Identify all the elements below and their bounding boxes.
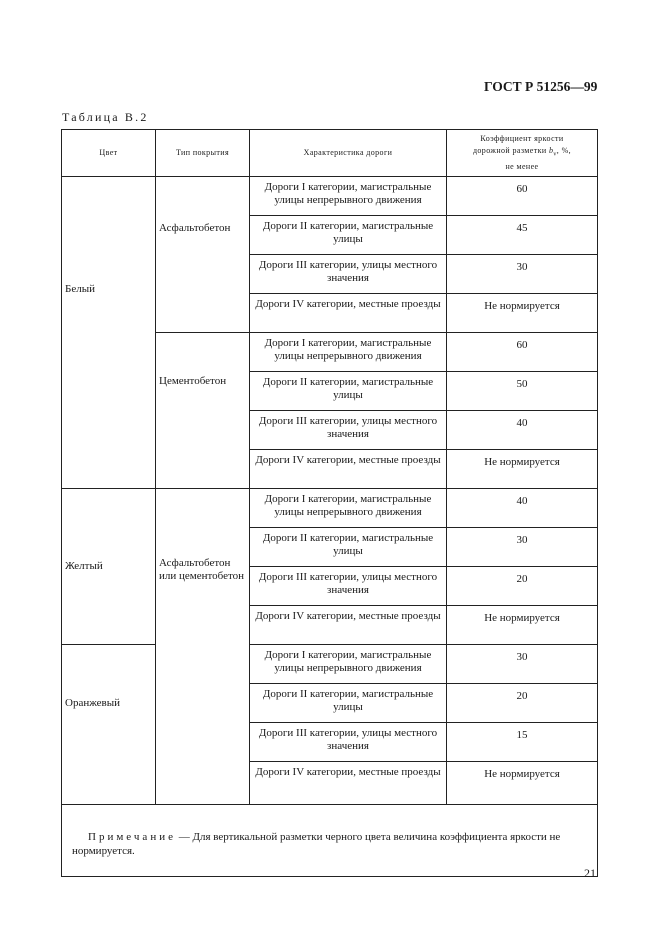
road-characteristic: Дороги II категории, магистральные улицы [250,528,447,567]
road-characteristic: Дороги III категории, улицы местного значения [250,723,447,762]
road-characteristic: Дороги II категории, магистральные улицы [250,372,447,411]
coefficient-value: 60 [447,333,598,372]
color-white: Белый [62,177,156,489]
coefficient-value: 30 [447,528,598,567]
table-caption: Таблица В.2 [62,110,149,124]
coefficient-value: 20 [447,684,598,723]
coef-subscript: v [553,151,557,158]
coefficient-value: 15 [447,723,598,762]
road-characteristic: Дороги IV категории, местные проезды [250,606,447,645]
table-row [62,645,598,684]
coefficient-value: 30 [447,645,598,684]
coefficient-value: 50 [447,372,598,411]
table-note-row [62,805,598,877]
coating-asphalt-or-cement: Асфальтобетон или цементобетон [156,489,250,805]
color-yellow: Желтый [62,489,156,645]
road-characteristic: Дороги III категории, улицы местного значения [250,411,447,450]
road-characteristic: Дороги IV категории, местные проезды [250,294,447,333]
coefficient-value: 40 [447,411,598,450]
road-characteristic: Дороги II категории, магистральные улицы [250,684,447,723]
road-characteristic: Дороги I категории, магистральные улицы непрерывного движения [250,645,447,684]
road-characteristic: Дороги I категории, магистральные улицы непрерывного движения [250,177,447,216]
road-characteristic: Дороги III категории, улицы местного значения [250,255,447,294]
color-orange: Оранжевый [62,645,156,805]
coef-line-3: не менее [505,161,539,171]
coefficient-value: Не нормируется [447,762,598,805]
note-text: — Для вертикальной разметки черного цвета величина коэффициента яркости не нормируется. [72,831,561,857]
coefficient-value: 30 [447,255,598,294]
header-brightness-coefficient [447,130,598,177]
coef-line-2-pre: дорожной разметки [472,146,549,156]
table-row [62,489,598,528]
road-characteristic: Дороги III категории, улицы местного значения [250,567,447,606]
note-label: Примечание [88,831,176,843]
coefficient-value: 60 [447,177,598,216]
document-code: ГОСТ Р 51256—99 [484,79,598,94]
table-note [62,805,598,877]
coef-line-2-post: , %, [556,146,572,156]
road-characteristic: Дороги IV категории, местные проезды [250,762,447,805]
coefficient-value: 45 [447,216,598,255]
coefficient-value: Не нормируется [447,294,598,333]
brightness-coefficient-table [61,129,598,877]
header-color: Цвет [62,130,156,177]
page-number: 21 [584,866,596,880]
coating-cement: Цементобетон [156,333,250,489]
table-row [62,177,598,216]
header-road-characteristic: Характеристика дороги [250,130,447,177]
road-characteristic: Дороги II категории, магистральные улицы [250,216,447,255]
coefficient-value: 20 [447,567,598,606]
coef-symbol: b [548,146,554,156]
coef-line-1: Коэффициент яркости [480,134,564,144]
road-characteristic: Дороги I категории, магистральные улицы непрерывного движения [250,489,447,528]
road-characteristic: Дороги I категории, магистральные улицы непрерывного движения [250,333,447,372]
road-characteristic: Дороги IV категории, местные проезды [250,450,447,489]
header-coating-type: Тип покрытия [156,130,250,177]
coating-asphalt: Асфальтобетон [156,177,250,333]
table-header-row [62,130,598,177]
coefficient-value: 40 [447,489,598,528]
coefficient-value: Не нормируется [447,450,598,489]
coefficient-value: Не нормируется [447,606,598,645]
